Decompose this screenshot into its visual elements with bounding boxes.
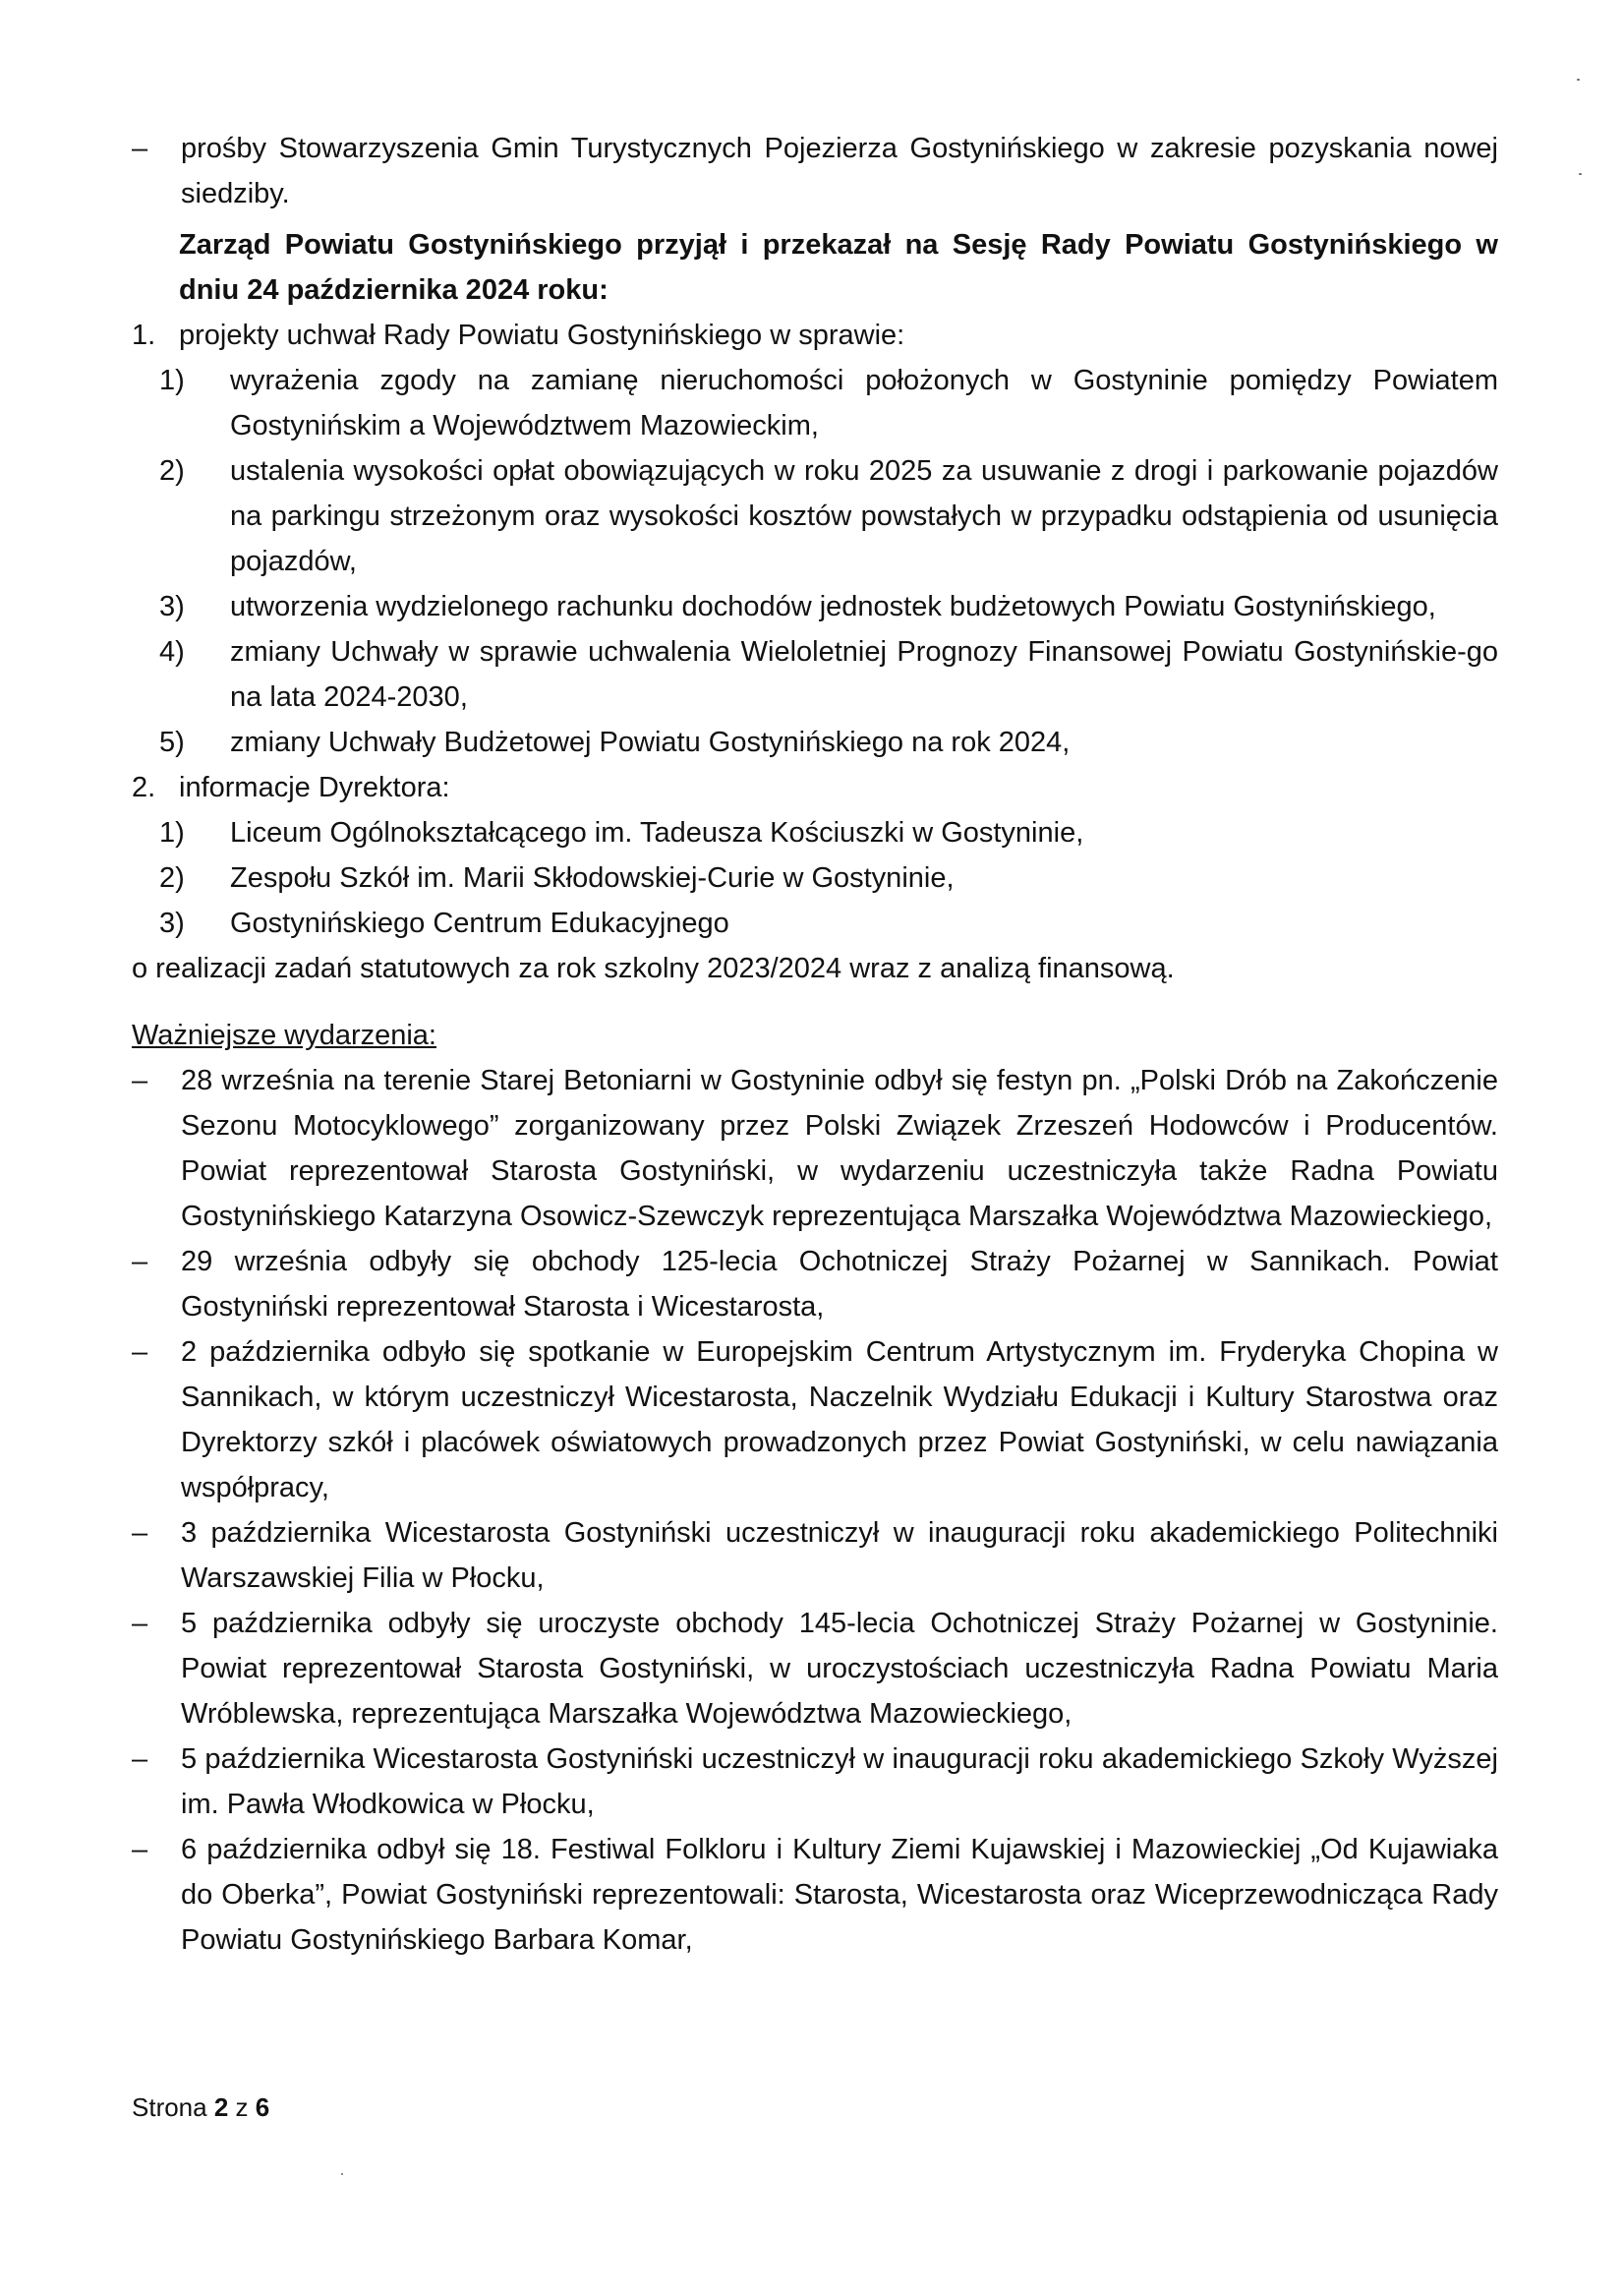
- event-text: 6 października odbył się 18. Festiwal Folkloru i Kultury Ziemi Kujawskiej i Mazowieckiej „Od Kujawiaka do Oberka”, Powiat Gostyniński reprezentowali: Starosta, Wicestarosta oraz Wiceprzewodnicząca Rady Powiatu Gostynińskiego Barbara Komar,: [181, 1834, 1498, 1956]
- event-text: 5 października odbyły się uroczyste obchody 145-lecia Ochotniczej Straży Pożarnej w Gostyninie. Powiat reprezentował Starosta Gostyniński, w uroczystościach uczestniczyła Radna Powiatu Maria Wróblewska, reprezentująca Marszałka Województwa Mazowieckiego,: [181, 1608, 1498, 1730]
- dash-marker: –: [132, 1336, 148, 1368]
- sublist-item: [159, 855, 1498, 901]
- dash-marker: –: [132, 133, 148, 164]
- sublist-item: [159, 901, 1498, 946]
- dash-marker: –: [132, 1065, 148, 1096]
- sublist-number: 4): [159, 636, 185, 668]
- sublist-number: 1): [159, 817, 185, 849]
- events-heading: Ważniejsze wydarzenia:: [132, 1020, 436, 1051]
- scan-speck: [341, 2173, 343, 2175]
- event-item: [132, 1239, 1498, 1329]
- event-text: 2 października odbyło się spotkanie w Europejskim Centrum Artystycznym im. Fryderyka Chopina w Sannikach, w którym uczestniczył Wicestarosta, Naczelnik Wydziału Edukacji i Kultury Starostwa oraz Dyrektorzy szkół i placówek oświatowych prowadzonych przez Powiat Gostyniński, w celu nawiązania współpracy,: [181, 1336, 1498, 1503]
- dash-marker: –: [132, 1608, 148, 1639]
- event-item: [132, 1601, 1498, 1737]
- event-item: [132, 1058, 1498, 1239]
- scan-speck: [1579, 173, 1582, 175]
- sublist-item: [159, 448, 1498, 584]
- event-item: [132, 1737, 1498, 1827]
- event-text: 5 października Wicestarosta Gostyniński uczestniczył w inauguracji roku akademickiego Szkoły Wyższej im. Pawła Włodkowica w Płocku,: [181, 1743, 1498, 1820]
- sublist-text: Zespołu Szkół im. Marii Skłodowskiej-Curie w Gostyninie,: [230, 862, 955, 894]
- event-text: 28 września na terenie Starej Betoniarni w Gostyninie odbył się festyn pn. „Polski Drób na Zakończenie Sezonu Motocyklowego” zorganizowany przez Polski Związek Zrzeszeń Hodowców i Producentów. Powiat reprezentował Starosta Gostyniński, w wydarzeniu uczestniczyła także Radna Powiatu Gostynińskiego Katarzyna Osowicz-Szewczyk reprezentująca Marszałka Województwa Mazowieckiego,: [181, 1065, 1498, 1232]
- event-item: [132, 1510, 1498, 1601]
- sublist-item: [159, 629, 1498, 720]
- board-intro-text: Zarząd Powiatu Gostynińskiego przyjął i przekazał na Sesję Rady Powiatu Gostynińskiego w dniu 24 października 2024 roku:: [179, 229, 1498, 306]
- sublist-text: ustalenia wysokości opłat obowiązujących w roku 2025 za usuwanie z drogi i parkowanie pojazdów na parkingu strzeżonym oraz wysokości kosztów powstałych w przypadku odstąpienia od usunięcia pojazdów,: [230, 455, 1498, 577]
- event-text: 3 października Wicestarosta Gostyniński uczestniczył w inauguracji roku akademickiego Politechniki Warszawskiej Filia w Płocku,: [181, 1517, 1498, 1594]
- sublist-number: 3): [159, 908, 185, 939]
- dash-marker: –: [132, 1834, 148, 1865]
- footer-separator: z: [235, 2092, 249, 2122]
- closing-line: o realizacji zadań statutowych za rok szkolny 2023/2024 wraz z analizą finansową.: [132, 953, 1175, 984]
- list-item-text: projekty uchwał Rady Powiatu Gostynińskiego w sprawie:: [179, 320, 905, 351]
- footer-prefix: Strona: [132, 2092, 207, 2122]
- intro-dash-item: [132, 126, 1498, 216]
- footer-current-page: 2: [213, 2092, 229, 2122]
- sublist-item: [159, 810, 1498, 855]
- document-body: [132, 126, 1498, 1963]
- sublist-text: Liceum Ogólnokształcącego im. Tadeusza Kościuszki w Gostyninie,: [230, 817, 1084, 849]
- sublist-number: 5): [159, 727, 185, 758]
- dash-marker: –: [132, 1246, 148, 1277]
- sublist-number: 2): [159, 862, 185, 894]
- sublist-text: utworzenia wydzielonego rachunku dochodów jednostek budżetowych Powiatu Gostynińskiego,: [230, 591, 1436, 622]
- sublist-item: [159, 358, 1498, 448]
- sublist-item: [159, 720, 1498, 765]
- sublist-number: 3): [159, 591, 185, 622]
- sublist-text: wyrażenia zgody na zamianę nieruchomości położonych w Gostyninie pomiędzy Powiatem Gostynińskim a Województwem Mazowieckim,: [230, 365, 1498, 442]
- sublist-number: 1): [159, 365, 185, 396]
- event-item: [132, 1827, 1498, 1963]
- list-item-text: informacje Dyrektora:: [179, 772, 450, 803]
- page-footer: [132, 2085, 269, 2130]
- list-number: 2.: [132, 772, 156, 803]
- scan-speck: [1577, 79, 1580, 81]
- list-number: 1.: [132, 320, 156, 351]
- list-item-2: [132, 765, 1498, 810]
- footer-total-pages: 6: [255, 2092, 270, 2122]
- sublist-text: zmiany Uchwały Budżetowej Powiatu Gostynińskiego na rok 2024,: [230, 727, 1071, 758]
- intro-dash-text: prośby Stowarzyszenia Gmin Turystycznych Pojezierza Gostynińskiego w zakresie pozyskania nowej siedziby.: [181, 133, 1498, 209]
- dash-marker: –: [132, 1517, 148, 1549]
- event-text: 29 września odbyły się obchody 125-lecia Ochotniczej Straży Pożarnej w Sannikach. Powiat Gostyniński reprezentował Starosta i Wicestarosta,: [181, 1246, 1498, 1323]
- dash-marker: –: [132, 1743, 148, 1775]
- board-intro: [132, 222, 1498, 313]
- event-item: [132, 1329, 1498, 1510]
- sublist-item: [159, 584, 1498, 629]
- sublist-text: Gostynińskiego Centrum Edukacyjnego: [230, 908, 729, 939]
- sublist-number: 2): [159, 455, 185, 487]
- list-item-1: [132, 313, 1498, 358]
- sublist-text: zmiany Uchwały w sprawie uchwalenia Wieloletniej Prognozy Finansowej Powiatu Gostynińskie-go na lata 2024-2030,: [230, 636, 1498, 713]
